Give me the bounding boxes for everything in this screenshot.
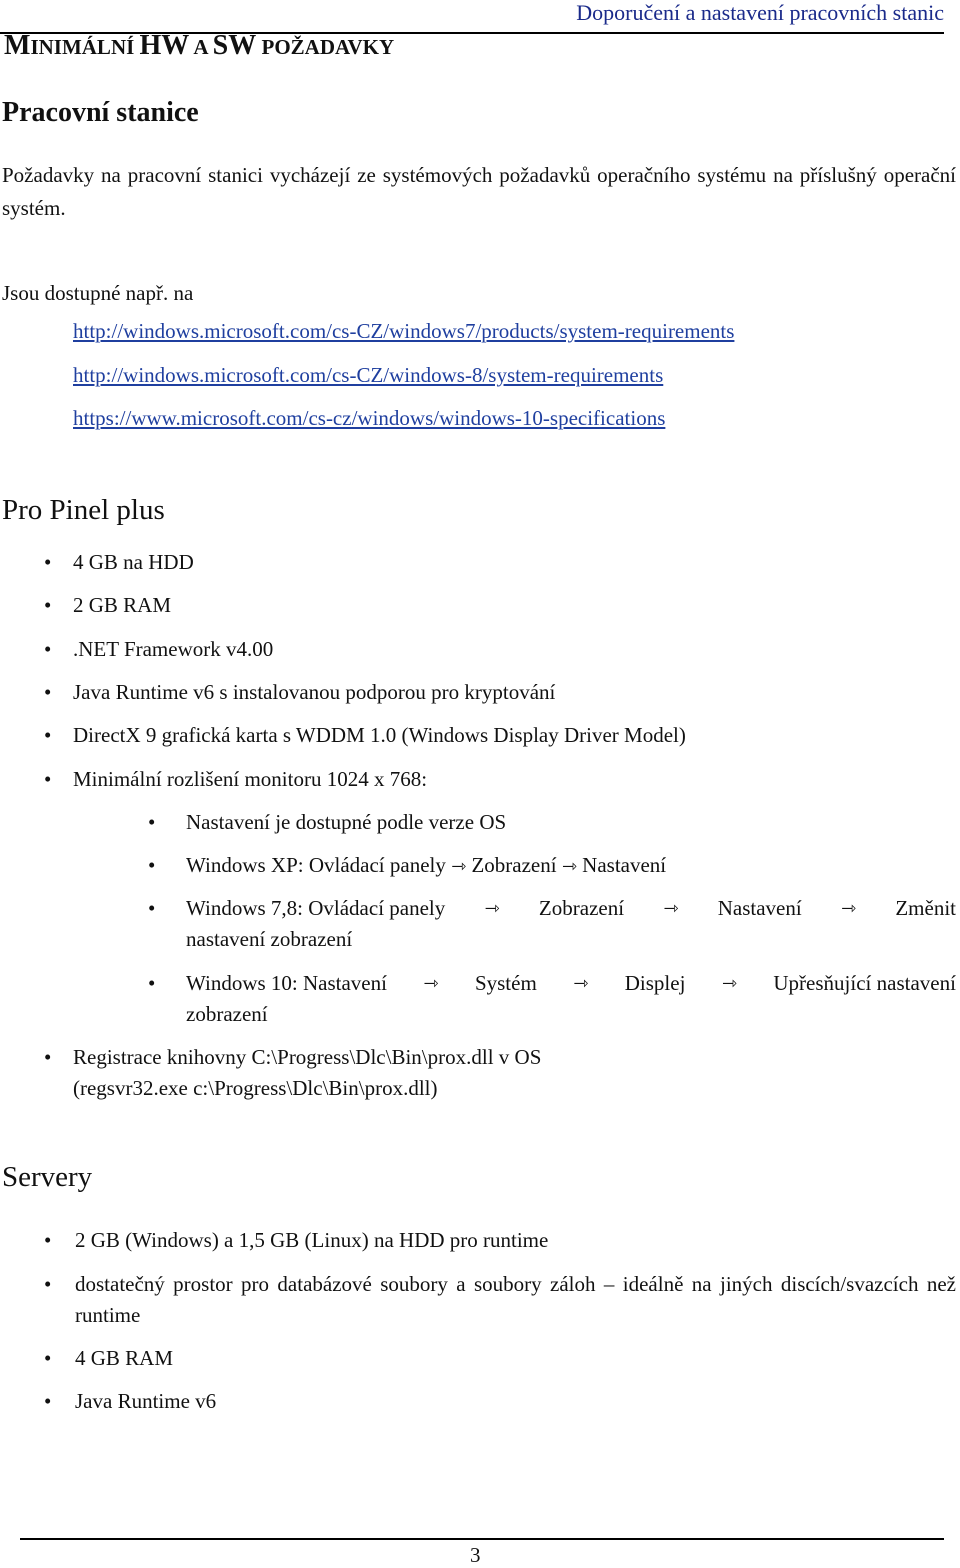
list-item: • DirectX 9 grafická karta s WDDM 1.0 (Windows Display Driver Model) [44,723,686,747]
list-item: • 2 GB RAM [44,593,172,617]
arrow-right-icon: ⇾ [573,973,589,994]
arrow-right-icon: ⇾ [721,973,737,994]
sub-list-item: • Nastavení je dostupné podle verze OS [148,810,507,834]
arrow-right-icon: ⇾ [663,898,679,919]
sub-list-item: • Windows 7,8: Ovládací panely ⇾ Zobrazení ⇾ Nastavení ⇾ Změnit nastavení zobrazení [0,893,960,955]
section-heading-pinel: Pro Pinel plus [2,494,165,526]
section-heading-servers: Servery [2,1161,93,1193]
sub-list-item: • Windows XP: Ovládací panely ⇾ Zobrazení ⇾ Nastavení [0,850,960,881]
arrow-right-icon: ⇾ [484,898,500,919]
list-item: • Java Runtime v6 [44,1389,217,1413]
footer-rule [20,1538,944,1540]
link-windows7[interactable]: http://windows.microsoft.com/cs-CZ/windows7/products/system-requirements [73,319,735,343]
list-item: • 4 GB na HDD [44,550,194,574]
path-windows-10: Windows 10: Nastavení ⇾ Systém ⇾ Displej ⇾ Upřesňující nastavení [186,968,956,999]
page-number: 3 [470,1543,481,1567]
list-item: • Minimální rozlišení monitoru 1024 x 768: [44,767,428,791]
arrow-right-icon: ⇾ [423,973,439,994]
workstation-intro: Požadavky na pracovní stanici vycházejí ze systémových požadavků operačního systému na příslušný operační systém. [2,163,956,220]
list-item: • dostatečný prostor pro databázové soubory a soubory záloh – ideálně na jiných discích/svazcích než runtime [44,1272,956,1327]
arrow-right-icon: ⇾ [451,856,467,877]
arrow-right-icon: ⇾ [561,856,577,877]
running-header: Doporučení a nastavení pracovních stanic [576,0,944,25]
section-heading-workstation: Pracovní stanice [2,97,199,128]
path-windows-xp: Windows XP: Ovládací panely ⇾ Zobrazení ⇾ Nastavení [186,853,667,877]
list-item: • 2 GB (Windows) a 1,5 GB (Linux) na HDD pro runtime [44,1228,549,1252]
available-text: Jsou dostupné např. na [2,281,194,305]
link-windows10[interactable]: https://www.microsoft.com/cs-cz/windows/windows-10-specifications [73,406,666,430]
list-item: • .NET Framework v4.00 [44,637,274,661]
sub-list-item: • Windows 10: Nastavení ⇾ Systém ⇾ Displej ⇾ Upřesňující nastavení zobrazení [0,968,960,1030]
list-item: • 4 GB RAM [44,1346,174,1370]
link-windows8[interactable]: http://windows.microsoft.com/cs-CZ/windows-8/system-requirements [73,363,664,387]
page-title: MINIMÁLNÍ HW A SW POŽADAVKY [4,30,395,61]
list-item: • Registrace knihovny C:\Progress\Dlc\Bin\prox.dll v OS (regsvr32.exe c:\Progress\Dlc\Bin\prox.dll) [44,1045,542,1100]
list-item: • Java Runtime v6 s instalovanou podporou pro kryptování [44,680,556,704]
arrow-right-icon: ⇾ [840,898,857,919]
path-windows-78: Windows 7,8: Ovládací panely ⇾ Zobrazení ⇾ Nastavení ⇾ Změnit [186,893,956,924]
